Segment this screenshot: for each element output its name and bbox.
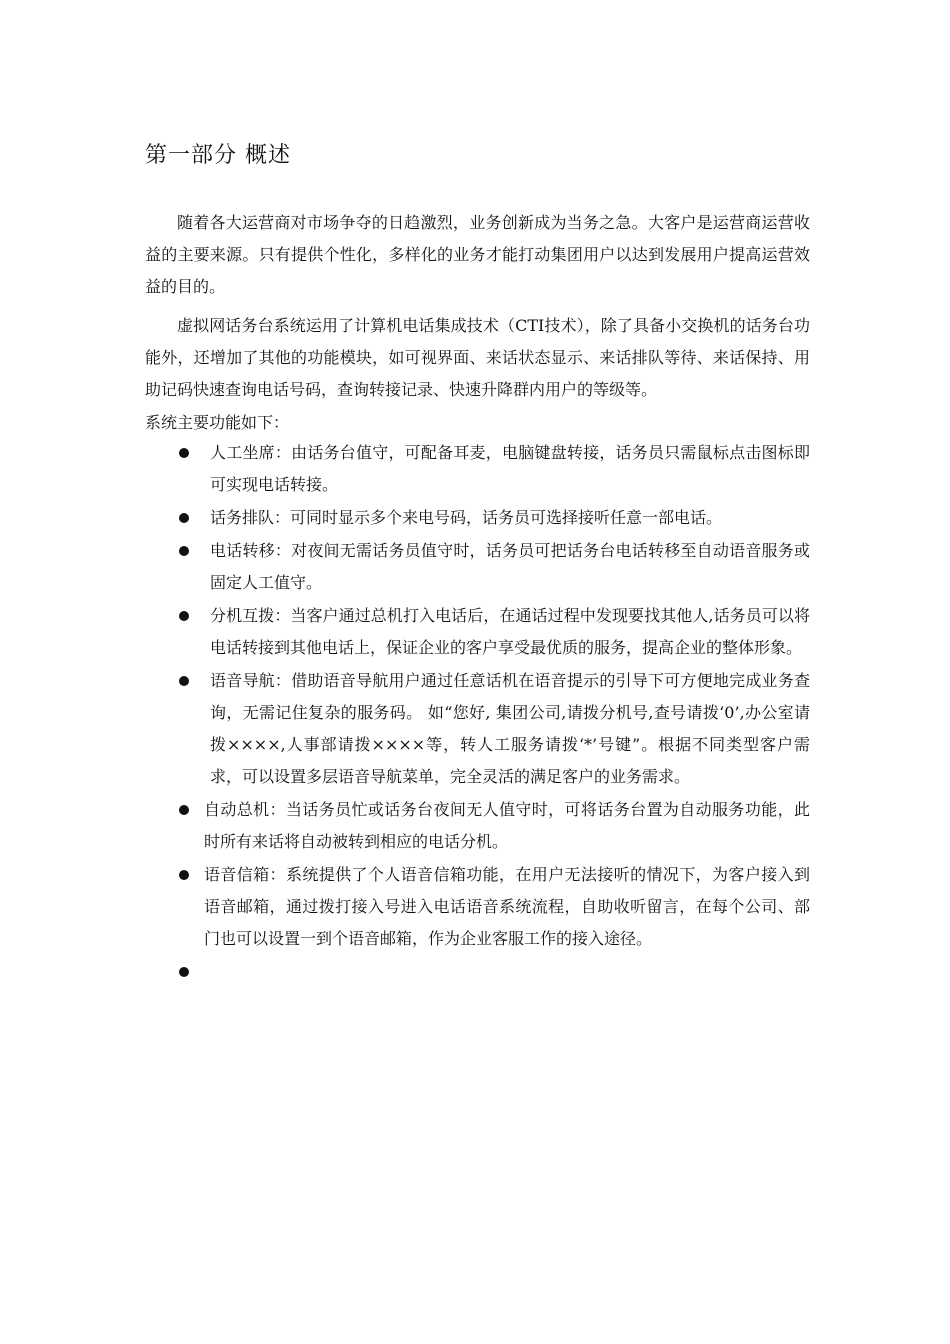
feature-text: 语音信箱：系统提供了个人语音信箱功能，在用户无法接听的情况下，为客户接入到语音邮箱，通过拨打接入号进入电话语音系统流程，自助收听留言，在每个公司、部门也可以设置一到个语音邮箱，作为企业客服工作的接入途径。 <box>204 865 810 948</box>
list-item-empty <box>145 956 810 988</box>
list-item <box>145 600 810 664</box>
list-item <box>145 437 810 501</box>
bullet-icon <box>179 676 189 686</box>
bullet-icon <box>179 805 189 815</box>
feature-text: 话务排队：可同时显示多个来电号码，话务员可选择接听任意一部电话。 <box>210 508 723 527</box>
bullet-icon <box>179 870 189 880</box>
feature-text: 电话转移：对夜间无需话务员值守时，话务员可把话务台电话转移至自动语音服务或固定人工值守。 <box>210 541 810 592</box>
list-item <box>145 859 810 955</box>
feature-text: 人工坐席：由话务台值守，可配备耳麦，电脑键盘转接，话务员只需鼠标点击图标即可实现电话转接。 <box>210 443 810 494</box>
bullet-icon <box>179 611 189 621</box>
intro-paragraph: 随着各大运营商对市场争夺的日趋激烈，业务创新成为当务之急。大客户是运营商运营收益的主要来源。只有提供个性化，多样化的业务才能打动集团用户以达到发展用户提高运营效益的目的。 <box>145 213 810 296</box>
page-title: 第一部分 概述 <box>145 143 291 168</box>
features-lead: 系统主要功能如下： <box>145 413 290 432</box>
feature-text: 分机互拨：当客户通过总机打入电话后，在通话过程中发现要找其他人,话务员可以将电话转接到其他电话上，保证企业的客户享受最优质的服务，提高企业的整体形象。 <box>210 606 810 657</box>
list-item <box>145 665 810 793</box>
list-item <box>145 502 810 534</box>
bullet-icon <box>179 967 189 977</box>
list-item <box>145 535 810 599</box>
bullet-icon <box>179 546 189 556</box>
bullet-icon <box>179 513 189 523</box>
feature-text: 语音导航：借助语音导航用户通过任意话机在语音提示的引导下可方便地完成业务查询，无需记住复杂的服务码。 如“您好, 集团公司,请拨分机号,查号请拨‘0’,办公室请拨××××,人事部请拨××××等，转人工服务请拨‘*’号键”。根据不同类型客户需求，可以设置多层语音导航菜单，完全灵活的满足客户的业务需求。 <box>210 671 810 786</box>
system-paragraph: 虚拟网话务台系统运用了计算机电话集成技术（CTI技术），除了具备小交换机的话务台功能外，还增加了其他的功能模块，如可视界面、来话状态显示、来话排队等待、来话保持、用助记码快速查询电话号码，查询转接记录、快速升降群内用户的等级等。 <box>145 316 810 399</box>
feature-text: 自动总机：当话务员忙或话务台夜间无人值守时，可将话务台置为自动服务功能，此时所有来话将自动被转到相应的电话分机。 <box>204 800 810 851</box>
feature-list <box>145 437 810 989</box>
list-item <box>145 794 810 858</box>
bullet-icon <box>179 448 189 458</box>
